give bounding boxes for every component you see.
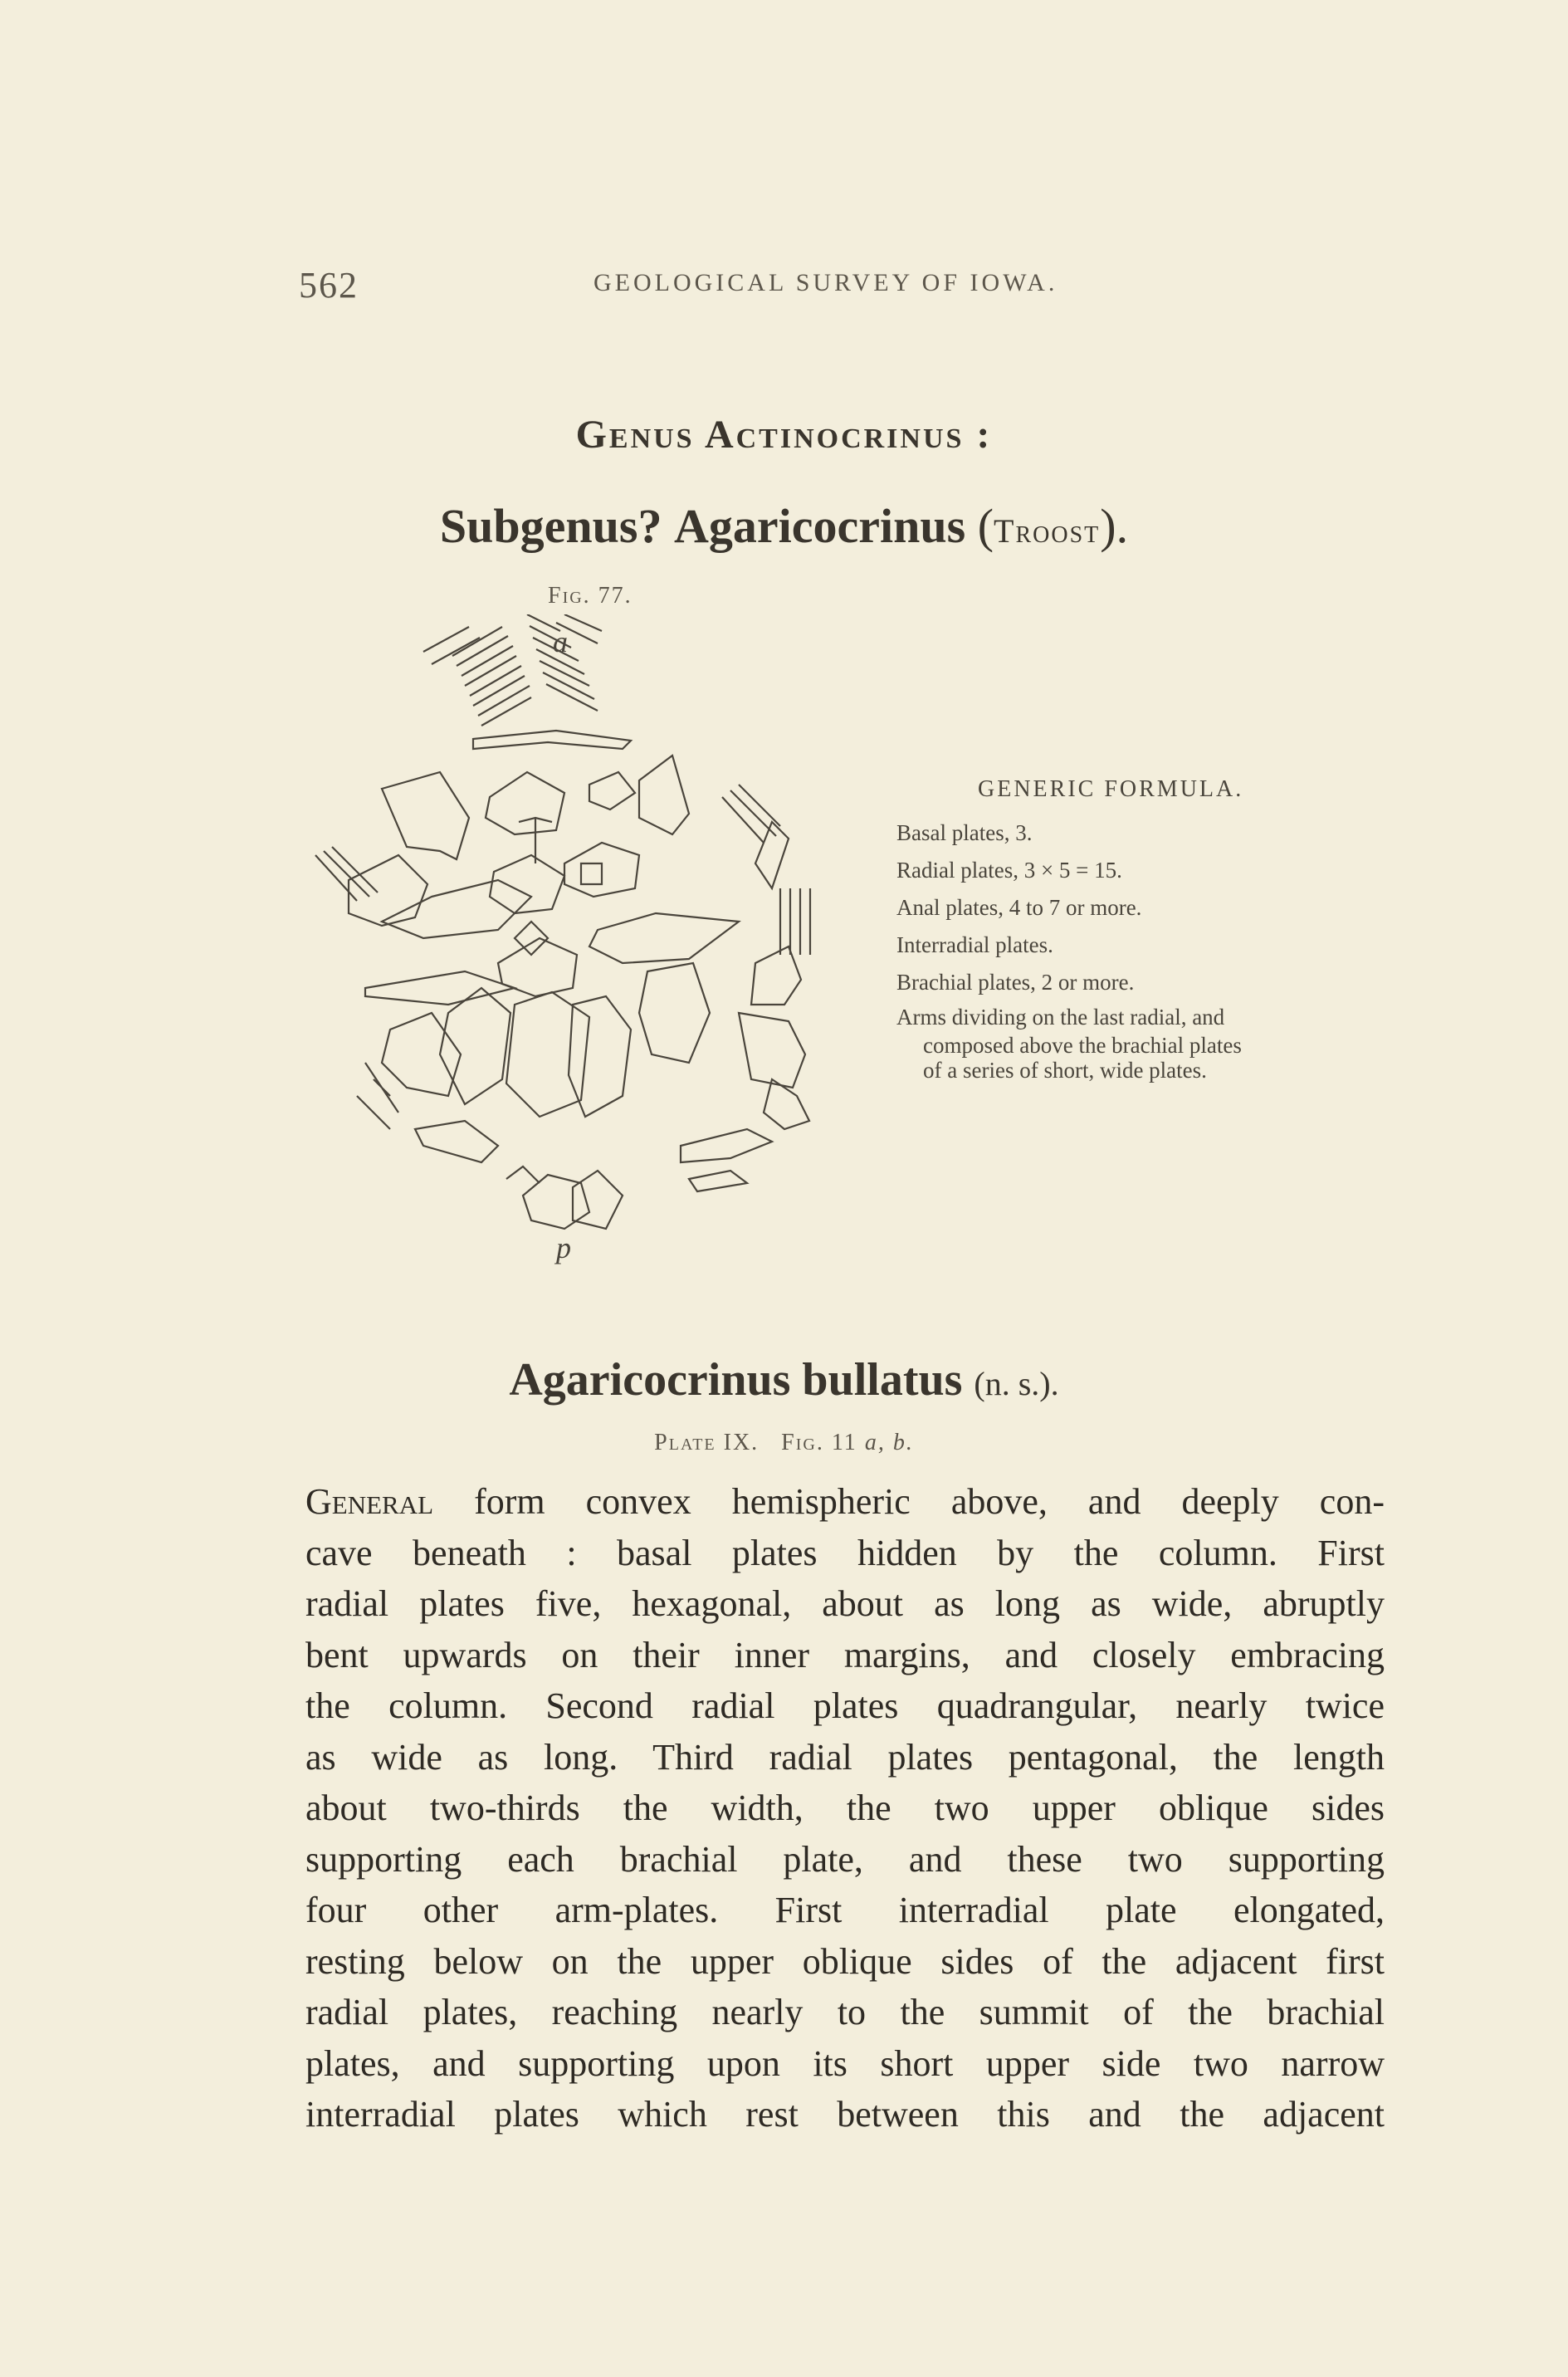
text-line: supporting each brachial plate, and these two supporting [305,1838,1385,1880]
lead-word: General [305,1481,434,1522]
figure-label-a: a [553,625,568,658]
text-line [305,1476,1385,1528]
formula-interradial: Interradial plates. [896,932,1053,957]
formula-anal: Anal plates, 4 to 7 or more. [896,895,1142,920]
plate-reference [0,1430,1568,1456]
subgenus-title [0,498,1568,554]
text-line: as wide as long. Third radial plates pentagonal, the length [305,1736,1385,1778]
figure-label-p: p [556,1231,571,1264]
species-title [0,1353,1568,1406]
side-arm-plates [315,785,810,1191]
plate-fig-letters: a, b. [864,1430,914,1455]
formula-arms-cont: composed above the brachial plates [923,1033,1242,1058]
text-line: the column. Second radial plates quadrangular, nearly twice [305,1685,1385,1726]
text-line-content: form convex hemispheric above, and deeply con- [433,1481,1385,1522]
text-line: radial plates five, hexagonal, about as long as wide, abruptly [305,1583,1385,1624]
figure-caption: Fig. 77. [548,583,633,609]
crinoid-diagram-svg [307,614,888,1279]
plate-fig: Fig. 11 [781,1430,857,1455]
text-line: radial plates, reaching nearly to the summit of the brachial [305,1992,1385,2032]
authority-open: ( [977,499,994,553]
formula-basal: Basal plates, 3. [896,820,1033,845]
anal-plates-bottom [506,1166,623,1229]
running-head: GEOLOGICAL SURVEY OF IOWA. [593,269,1058,296]
formula-arms-cont: of a series of short, wide plates. [923,1058,1207,1083]
crinoid-plate-diagram [307,614,888,1279]
species-genus: Agaricocrinus [509,1354,791,1406]
description-text [305,1476,1385,2140]
generic-formula [896,776,1411,1083]
calyx-plates [382,756,739,1117]
text-line: interradial plates which rest between this and the adjacent [305,2094,1385,2135]
authority-close: ). [1100,499,1129,553]
text-line: about two-thirds the width, the two upper oblique sides [305,1788,1385,1828]
text-line: bent upwards on their inner margins, and closely embracing [305,1634,1385,1675]
arm-plates-top [423,614,631,749]
subgenus-lead: Subgenus? [439,499,662,553]
text-line: cave beneath : basal plates hidden by the column. First [305,1532,1385,1573]
formula-radial: Radial plates, 3 × 5 = 15. [896,858,1122,883]
species-epithet: bullatus [802,1354,963,1406]
plate-number: Plate IX. [654,1430,760,1455]
text-line: resting below on the upper oblique sides of the adjacent first [305,1940,1385,1982]
formula-brachial: Brachial plates, 2 or more. [896,970,1135,995]
subgenus-name: Agaricocrinus [674,499,966,553]
genus-title: Genus Actinocrinus : [575,413,993,457]
species-note: (n. s.). [974,1365,1059,1402]
page-number: 562 [299,265,359,306]
text-line: four other arm-plates. First interradial plate elongated, [305,1890,1385,1930]
page-header [299,264,1395,314]
formula-arms: Arms dividing on the last radial, and [896,1005,1225,1030]
subgenus-authority: Troost [994,512,1101,550]
formula-heading: GENERIC FORMULA. [978,776,1244,802]
text-line: plates, and supporting upon its short upper side two narrow [305,2042,1385,2084]
